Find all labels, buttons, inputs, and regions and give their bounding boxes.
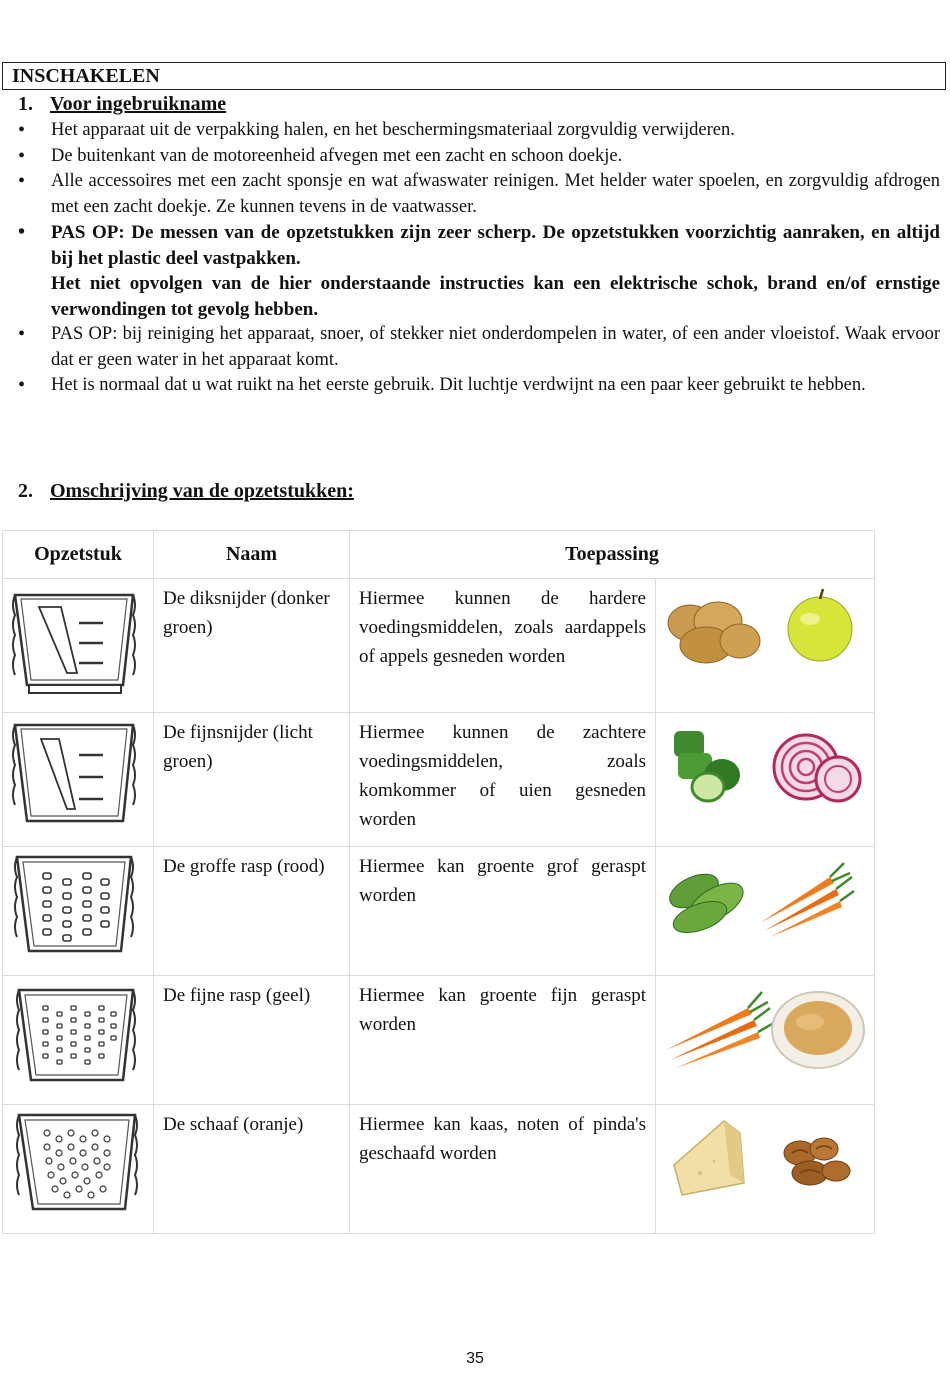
bullet-text: • De buitenkant van de motoreenheid afvegen met een zacht en schoon doekje. (51, 145, 623, 166)
attachment-name: De diksnijder (donker groen) (154, 579, 350, 713)
table-row (3, 579, 875, 713)
bullet-text: • Het is normaal dat u wat ruikt na het eerste gebruik. Dit luchtje verdwijnt na een paar keer gebruikt te hebben. (51, 375, 866, 395)
part1-heading (18, 92, 226, 116)
shaver-icon (3, 1105, 154, 1234)
bullet-text: • Alle accessoires met een zacht sponsje en wat afwaswater reinigen. Met helder water spoelen, en zorgvuldig afdrogen met een zacht doekje. Ze kunnen tevens in de vaatwasser. (51, 171, 940, 217)
attachment-use: Hiermee kunnen de zachtere voedingsmiddelen, zoals komkommer of uien gesneden worden (350, 713, 656, 847)
attachment-name: De fijne rasp (geel) (154, 976, 350, 1105)
table-header-row (3, 531, 875, 579)
attachments-table (2, 530, 875, 1234)
table-row (3, 713, 875, 847)
attachment-name: De groffe rasp (rood) (154, 847, 350, 976)
list-item (0, 373, 940, 399)
part2-number: 2. (18, 480, 33, 502)
fine-grater-icon (3, 976, 154, 1105)
carrots-grated-photo (656, 976, 875, 1105)
part2-heading (18, 479, 354, 503)
part1-title: Voor ingebruikname (50, 93, 227, 115)
warning-text: Het niet opvolgen van de hier onderstaande instructies kan een elektrische schok, brand en/of ernstige verwondingen tot gevolg hebben. (51, 273, 940, 320)
attachment-use: Hiermee kunnen de hardere voedingsmiddelen, zoals aardappels of appels gesneden worden (350, 579, 656, 713)
zucchini-carrots-photo (656, 847, 875, 976)
list-item (0, 118, 940, 144)
bullet-text: • Het apparaat uit de verpakking halen, en het beschermingsmateriaal zorgvuldig verwijderen. (51, 120, 735, 140)
attachment-use: Hiermee kan groente grof geraspt worden (350, 847, 656, 976)
col-header-attachment: Opzetstuk (3, 531, 154, 579)
instruction-list (0, 118, 940, 399)
list-item (0, 322, 940, 373)
warning-text: • PAS OP: De messen van de opzetstukken zijn zeer scherp. De opzetstukken voorzichtig aanraken, en altijd bij het plastic deel vastpakken. (51, 222, 940, 269)
part1-number: 1. (18, 93, 33, 115)
col-header-name: Naam (154, 531, 350, 579)
table-row (3, 1105, 875, 1234)
slicer-thin-icon (3, 713, 154, 847)
col-header-use: Toepassing (350, 531, 875, 579)
coarse-grater-icon (3, 847, 154, 976)
list-item (0, 144, 940, 170)
attachment-use: Hiermee kan groente fijn geraspt worden (350, 976, 656, 1105)
slicer-thick-icon (3, 579, 154, 713)
potatoes-apple-photo (656, 579, 875, 713)
cucumber-onion-photo (656, 713, 875, 847)
warning-item (0, 220, 940, 322)
cheese-walnuts-photo (656, 1105, 875, 1234)
table-row (3, 847, 875, 976)
page-number: 35 (466, 1350, 484, 1367)
section-title: INSCHAKELEN (2, 62, 946, 90)
table-row (3, 976, 875, 1105)
part2-title: Omschrijving van de opzetstukken: (50, 480, 354, 502)
bullet-text: • PAS OP: bij reiniging het apparaat, snoer, of stekker niet onderdompelen in water, of een ander vloeistof. Waak ervoor dat er geen water in het apparaat komt. (51, 324, 940, 370)
list-item (0, 169, 940, 220)
attachment-use: Hiermee kan kaas, noten of pinda's geschaafd worden (350, 1105, 656, 1234)
attachment-name: De schaaf (oranje) (154, 1105, 350, 1234)
attachment-name: De fijnsnijder (licht groen) (154, 713, 350, 847)
